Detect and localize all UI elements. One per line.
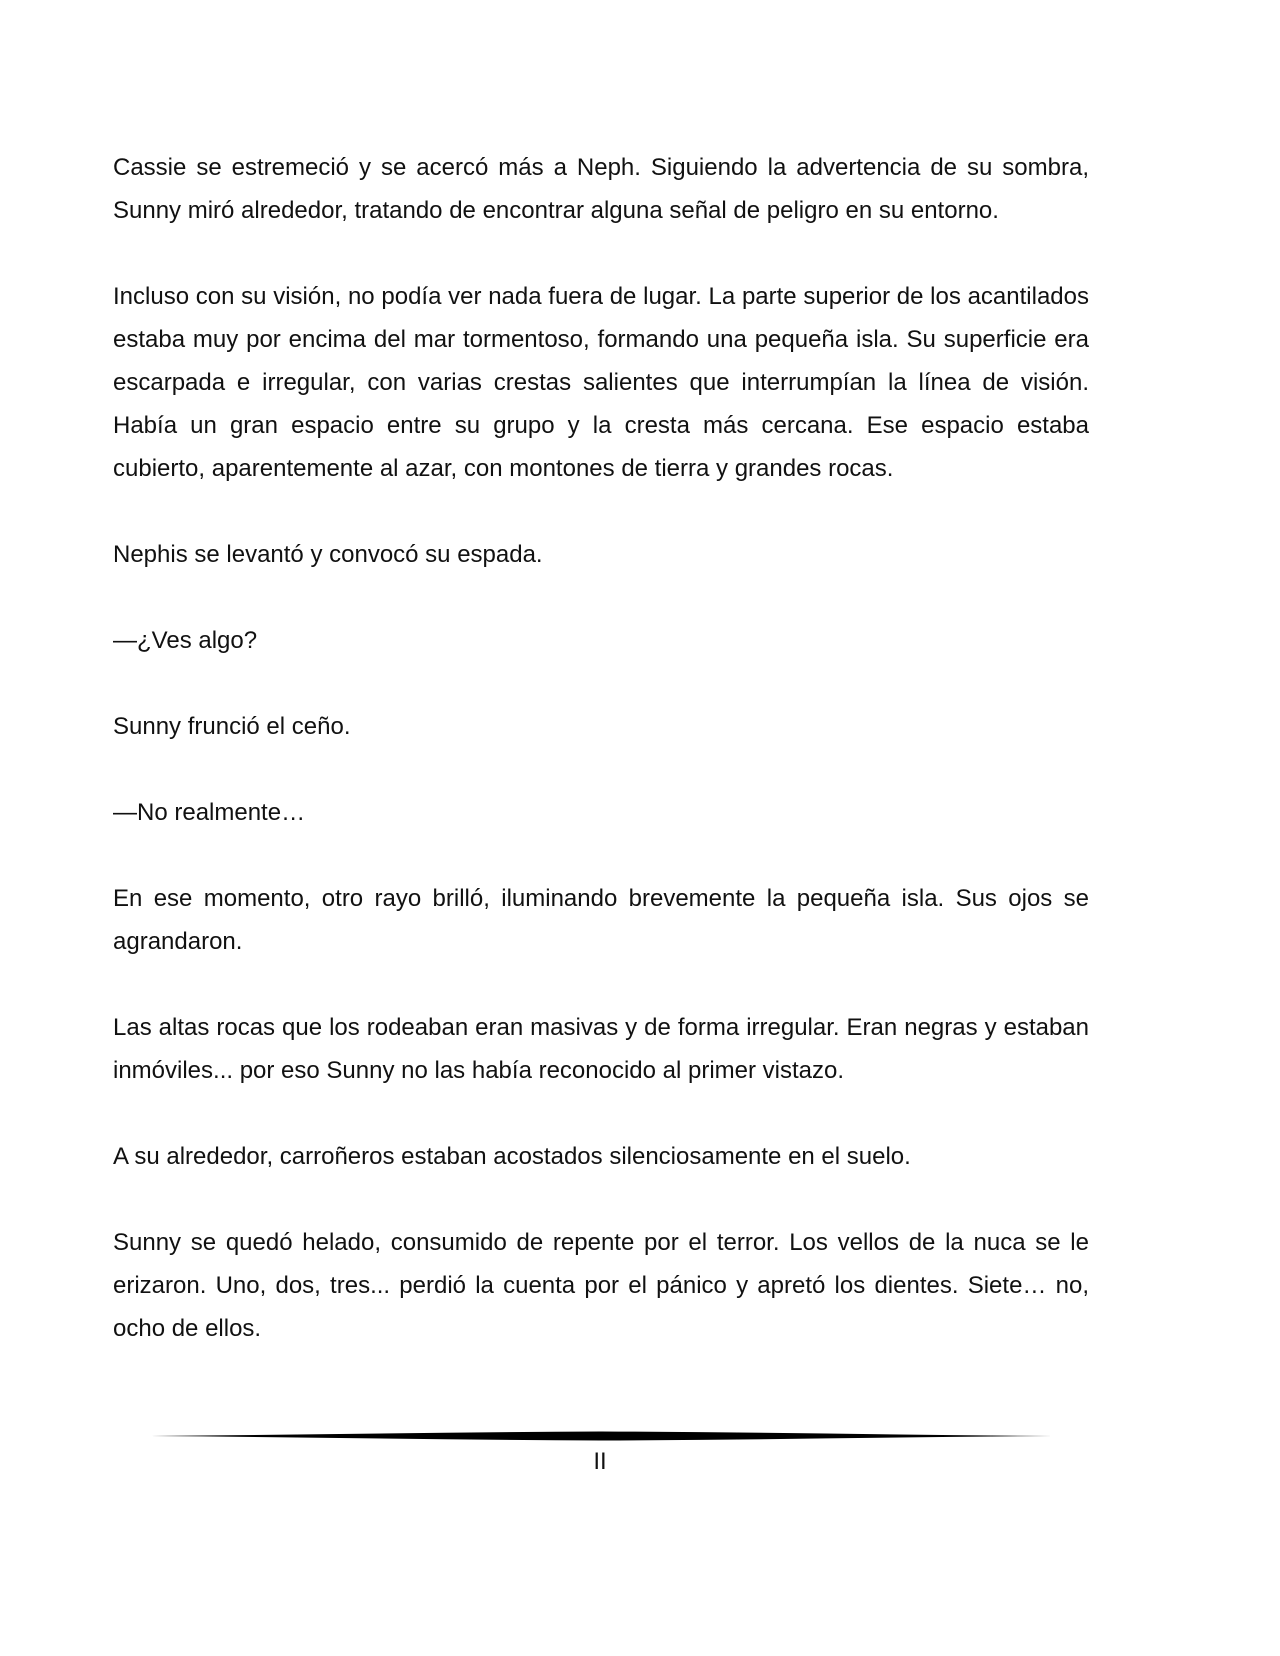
paragraph: Sunny frunció el ceño.: [113, 713, 351, 740]
paragraph: Incluso con su visión, no podía ver nada fuera de lugar. La parte superior de los acantilados estaba muy por encima del mar tormentoso, formando una pequeña isla. Su superficie era escarpada e irregular, con varias crestas salientes que interrumpían la línea de visión. Había un gran espacio entre su grupo y la cresta más cercana. Ese espacio estaba cubierto, aparentemente al azar, con montones de tierra y grandes rocas.: [113, 283, 1089, 482]
paragraph: En ese momento, otro rayo brilló, iluminando brevemente la pequeña isla. Sus ojos se agrandaron.: [113, 885, 1089, 955]
paragraph: Nephis se levantó y convocó su espada.: [113, 541, 543, 568]
body-text: [113, 146, 1089, 1350]
paragraph: Las altas rocas que los rodeaban eran masivas y de forma irregular. Eran negras y estaban inmóviles... por eso Sunny no las había reconocido al primer vistazo.: [113, 1014, 1089, 1084]
dialogue-line: —No realmente…: [113, 799, 306, 826]
paragraph: Cassie se estremeció y se acercó más a Neph. Siguiendo la advertencia de su sombra, Sunny miró alrededor, tratando de encontrar alguna señal de peligro en su entorno.: [113, 154, 1089, 224]
footer-divider: [151, 1429, 1052, 1443]
paragraph: A su alrededor, carroñeros estaban acostados silenciosamente en el suelo.: [113, 1143, 911, 1170]
dialogue-line: —¿Ves algo?: [113, 627, 258, 654]
divider-stroke: [151, 1432, 1052, 1441]
page-number: II: [593, 1448, 607, 1475]
paragraph: Sunny se quedó helado, consumido de repente por el terror. Los vellos de la nuca se le erizaron. Uno, dos, tres... perdió la cuenta por el pánico y apretó los dientes. Siete… no, ocho de ellos.: [113, 1229, 1089, 1342]
